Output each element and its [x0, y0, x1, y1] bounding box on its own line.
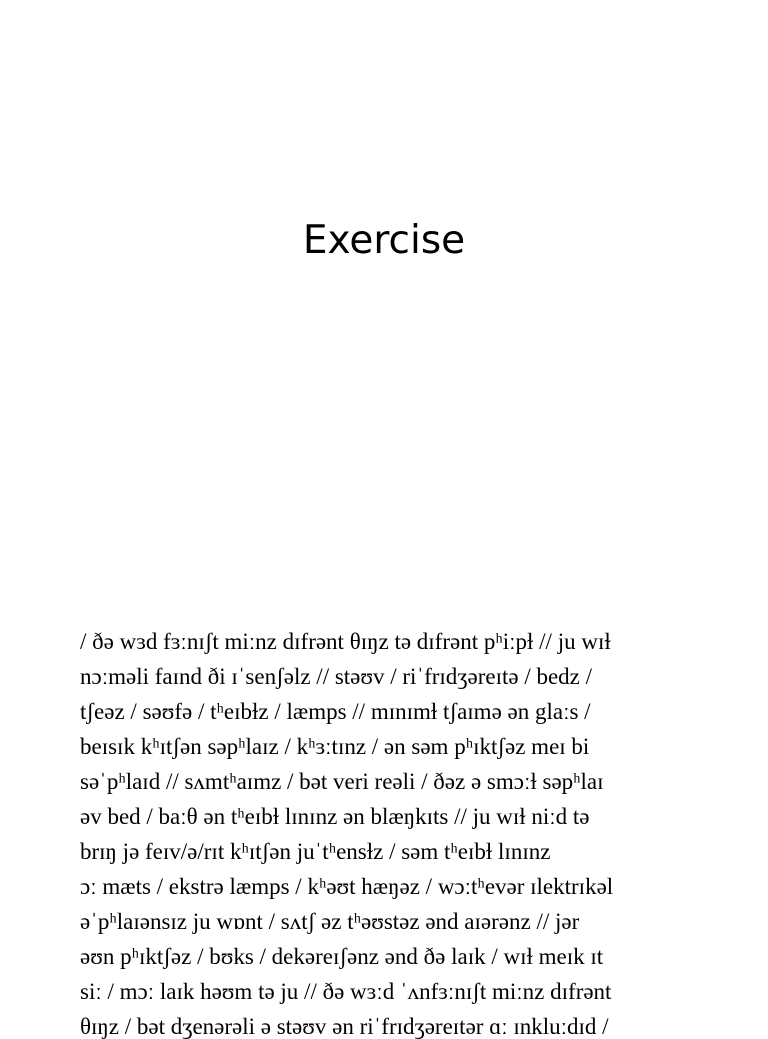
transcript-line: beɪsɪk kʰɪtʃən səpʰlaɪz / kʰɜːtɪnz / ən səm pʰɪktʃəz meɪ bi: [80, 734, 590, 759]
transcript-line: səˈpʰlaɪd // sʌmtʰaɪmz / bət veri reəli / ðəz ə smɔːɫ səpʰlaɪ: [80, 769, 604, 794]
transcript-line: əˈpʰlaɪənsɪz ju wɒnt / sʌtʃ əz tʰəʊstəz ənd aɪərənz // jər: [80, 909, 580, 934]
slide-title: Exercise: [302, 218, 466, 263]
transcript-line: siː / mɔː laɪk həʊm tə ju // ðə wɜːd ˈʌnfɜːnɪʃt miːnz dɪfrənt: [80, 979, 612, 1004]
transcript-line: / ðə wɜd fɜːnɪʃt miːnz dɪfrənt θɪŋz tə dɪfrənt pʰiːpɫ // ju wɪɫ: [80, 629, 611, 654]
transcript-line: ɔː mæts / ekstrə læmps / kʰəʊt hæŋəz / wɔːtʰevər ɪlektrɪkəl: [80, 874, 614, 899]
transcript-line: əv bed / baːθ ən tʰeɪbɫ lɪnɪnz ən blæŋkɪts // ju wɪɫ niːd tə: [80, 804, 590, 829]
transcript-line: nɔːməli faɪnd ði ɪˈsenʃəlz // stəʊv / riˈfrɪdʒəreɪtə / bedz /: [80, 664, 593, 689]
transcript-line: tʃeəz / səʊfə / tʰeɪbɫz / læmps // mɪnɪmɫ tʃaɪmə ən glaːs /: [80, 699, 591, 724]
transcript-line: θɪŋz / bət dʒenərəli ə stəʊv ən riˈfrɪdʒəreɪtər ɑː ɪnkluːdɪd /: [80, 1014, 609, 1039]
phonetic-transcript-image: [70, 626, 698, 1039]
transcript-line: brɪŋ jə feɪv/ə/rɪt kʰɪtʃən juˈtʰensɫz / səm tʰeɪbɫ lɪnɪnz: [80, 839, 551, 864]
transcript-line: əʊn pʰɪktʃəz / bʊks / dekəreɪʃənz ənd ðə laɪk / wɪɫ meɪk ɪt: [80, 944, 604, 969]
